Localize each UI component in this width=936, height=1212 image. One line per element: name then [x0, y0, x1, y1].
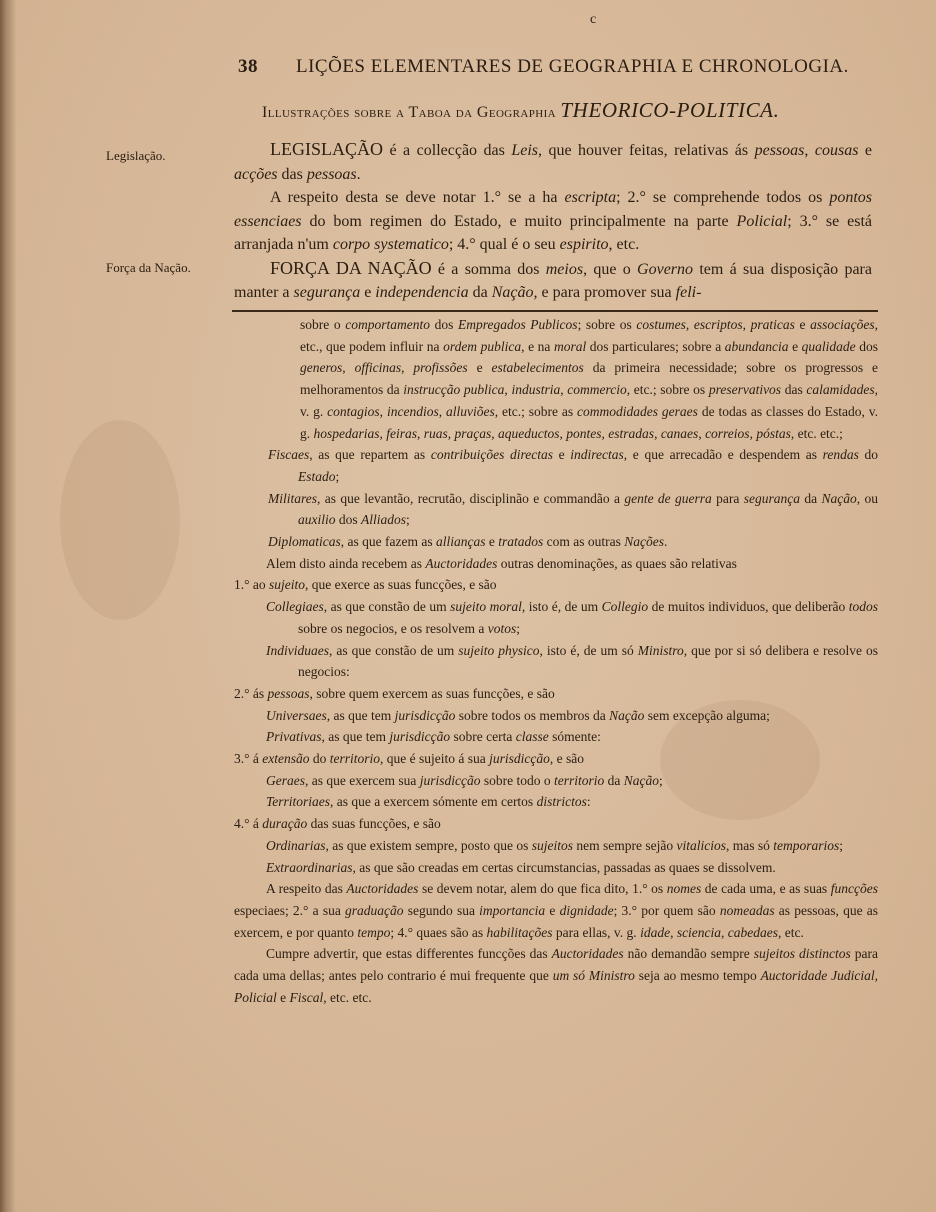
main-text: [234, 138, 872, 305]
paragraph-forca: FORÇA DA NAÇÃO é a somma dos meios, que o Governo tem á sua disposição para manter a segurança e independencia da Nação, e para promover sua feli-: [234, 257, 872, 301]
cont-item-extraordinarias: Extraordinarias, as que são creadas em certas circumstancias, passadas as quaes se dissolvem.: [266, 859, 776, 875]
paragraph-legislacao: LEGISLAÇÃO é a collecção das Leis, que houver feitas, relativas ás pessoas, cousas e acções das pessoas.: [234, 139, 873, 183]
margin-note-legislacao: Legislação.: [106, 148, 166, 163]
corner-mark: c: [590, 12, 597, 27]
cont-item-individuaes: Individuaes, as que constão de um sujeito physico, isto é, de um só Ministro, que por si só delibera e resolve os negocios:: [266, 642, 879, 680]
cont-item-geraes: Geraes, as que exercem sua jurisdicção sobre todo o territorio da Nação;: [266, 772, 663, 788]
cont-item-privativas: Privativas, as que tem jurisdicção sobre certa classe sómente:: [266, 729, 601, 745]
cont-paragraph-fiscaes: Fiscaes, as que repartem as contribuições directas e indirectas, e que arrecadão e despendem as rendas do Estado;: [268, 447, 879, 484]
cont-paragraph-alem: Alem disto ainda recebem as Auctoridades outras denominações, as quaes são relativas: [266, 555, 737, 571]
section-rule: [232, 310, 878, 312]
cont-item-territoriaes: Territoriaes, as que a exercem sómente em certos districtos:: [266, 794, 591, 810]
cont-item-pessoas: 2.° ás pessoas, sobre quem exercem as suas funcções, e são: [234, 685, 555, 701]
running-header: [238, 56, 849, 78]
cont-item-extensao: 3.° á extensão do territorio, que é sujeito á sua jurisdicção, e são: [234, 751, 584, 767]
cont-item-ordinarias: Ordinarias, as que existem sempre, posto que os sujeitos nem sempre sejão vitalicios, mas só temporarios;: [266, 837, 843, 853]
cont-item-universaes: Universaes, as que tem jurisdicção sobre todos os membros da Nação sem excepção alguma;: [266, 707, 770, 723]
paper-stain: [60, 420, 180, 620]
cont-paragraph-respeito-auctoridades: A respeito das Auctoridades se devem notar, alem do que fica dito, 1.° os nomes de cada uma, e as suas funcções especiaes; 2.° a sua graduação segundo sua importancia e dignidade; 3.° por quem são nomeadas as pessoas, que as exercem, e por quanto tempo; 4.° quaes são as habilitações para ellas, v. g. idade, sciencia, cabedaes, etc.: [234, 881, 879, 940]
cont-item-duracao: 4.° á duração das suas funcções, e são: [234, 816, 441, 832]
page-number: 38: [238, 56, 258, 77]
page-binding-edge: [0, 0, 16, 1212]
cont-paragraph-diplomaticas: Diplomaticas, as que fazem as allianças e tratados com as outras Nações.: [268, 534, 668, 550]
section-subtitle: [262, 98, 872, 123]
cont-paragraph-militares: Militares, as que levantão, recrutão, disciplinão e commandão a gente de guerra para segurança da Nação, ou auxilio dos Alliados;: [268, 490, 878, 528]
cont-item-sujeito: 1.° ao sujeito, que exerce as suas funcções, e são: [234, 577, 497, 593]
margin-note-forca: Força da Nação.: [106, 260, 191, 275]
subtitle-prefix: Illustrações sobre a Taboa da Geographia: [262, 104, 556, 121]
continuation-text: [234, 314, 878, 1009]
cont-paragraph-policiaes: sobre o comportamento dos Empregados Publicos; sobre os costumes, escriptos, praticas e associações, etc., que podem influir na ordem publica, e na moral dos particulares; sobre a abundancia e qualidade dos generos, officinas, profissões e estabelecimentos da primeira necessidade; sobre os progressos e melhoramentos da instrucção publica, industria, commercio, etc.; sobre os preservativos das calamidades, v. g. contagios, incendios, alluviões, etc.; sobre as commodidades geraes de todas as classes do Estado, v. g. hospedarias, feiras, ruas, praças, aqueductos, pontes, estradas, canaes, correios, póstas, etc. etc.;: [300, 317, 879, 441]
paragraph-respeito: A respeito desta se deve notar 1.° se a ha escripta; 2.° se comprehende todos os pontos essenciaes do bom regimen do Estado, e muito principalmente na parte Policial; 3.° se está arranjada n'um corpo systematico; 4.° qual é o seu espirito, etc.: [234, 189, 873, 253]
cont-paragraph-cumpre: Cumpre advertir, que estas differentes funcções das Auctoridades não demandão sempre sujeitos distinctos para cada uma dellas; antes pelo contrario é mui frequente que um só Ministro seja ao mesmo tempo Auctoridade Judicial, Policial e Fiscal, etc. etc.: [234, 946, 879, 1005]
subtitle-emphasis: THEORICO-POLITICA.: [560, 98, 780, 122]
running-title: LIÇÕES ELEMENTARES DE GEOGRAPHIA E CHRONOLOGIA.: [296, 56, 849, 77]
cont-item-collegiaes: Collegiaes, as que constão de um sujeito moral, isto é, de um Collegio de muitos individuos, que deliberão todos sobre os negocios, e os resolvem a votos;: [266, 599, 878, 636]
